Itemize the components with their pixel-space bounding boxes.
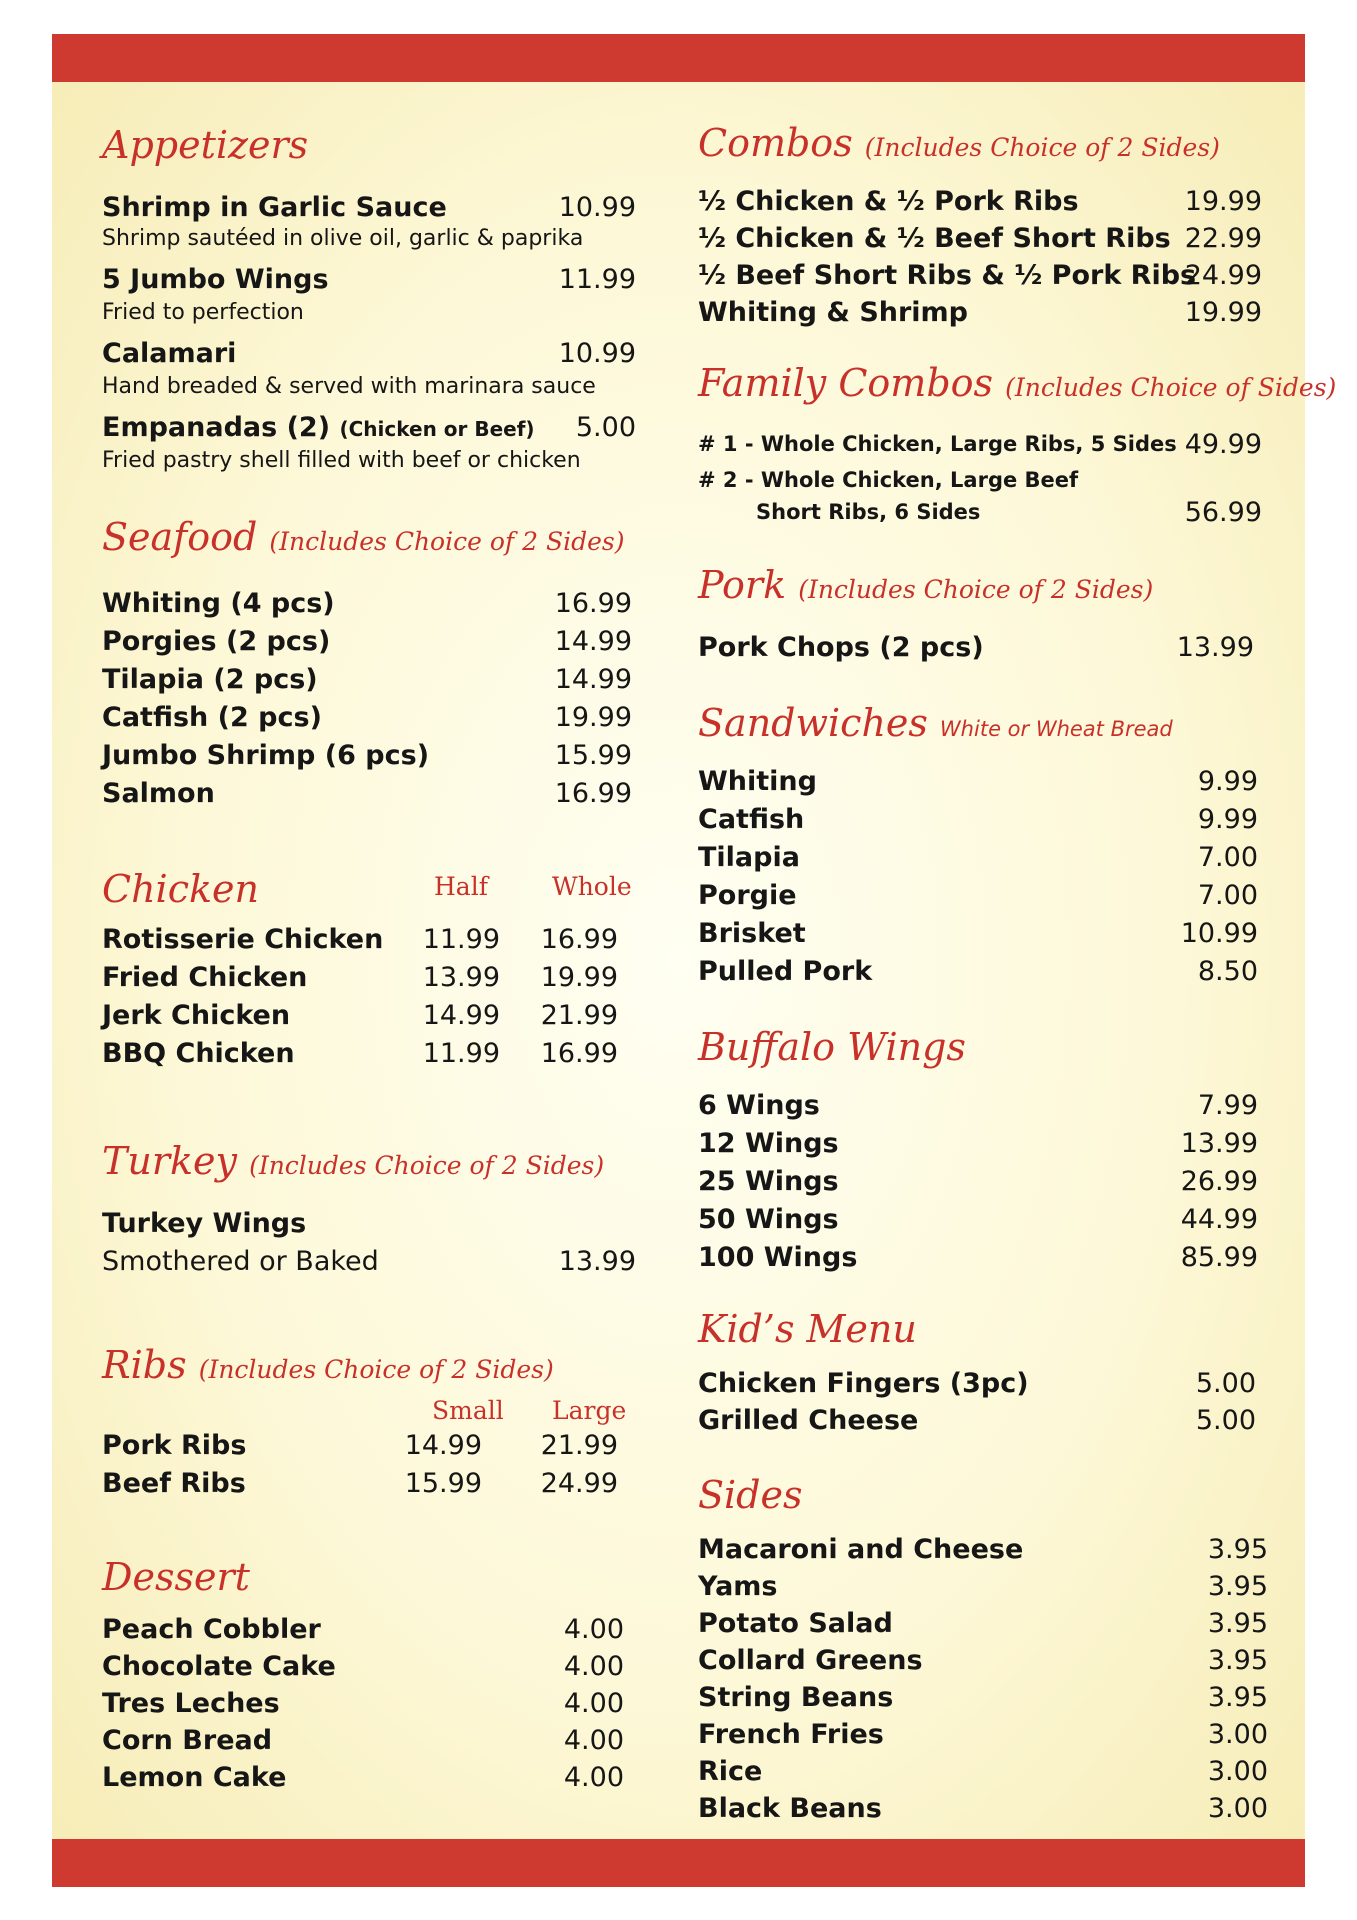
menu-item-name: Pork Ribs [102, 1430, 247, 1461]
menu-item-price: 10.99 [1180, 918, 1258, 949]
menu-item-price: 13.99 [558, 1246, 636, 1277]
combos-heading: Combos (Includes Choice of 2 Sides) [698, 121, 1220, 165]
menu-item-name: String Beans [698, 1682, 894, 1713]
menu-item-price-small: 14.99 [404, 1430, 482, 1461]
dessert-heading: Dessert [102, 1555, 250, 1599]
menu-item-price: 4.00 [563, 1651, 624, 1682]
menu-item-name: Whiting & Shrimp [698, 297, 969, 328]
menu-item-price: 7.00 [1197, 842, 1258, 873]
menu-item-name: # 1 - Whole Chicken, Large Ribs, 5 Sides [698, 432, 1177, 456]
menu-item-name: Turkey Wings [102, 1208, 307, 1239]
menu-item-price: 22.99 [1184, 223, 1262, 254]
menu-item-price: 44.99 [1180, 1204, 1258, 1235]
menu-item-name: 50 Wings [698, 1204, 839, 1235]
menu-item-price: 56.99 [1184, 497, 1262, 528]
menu-item-price: 7.00 [1197, 880, 1258, 911]
menu-item-name: Collard Greens [698, 1645, 923, 1676]
menu-item-name: Salmon [102, 778, 215, 809]
menu-item-price: 7.99 [1197, 1090, 1258, 1121]
menu-item-price-whole: 16.99 [540, 1038, 618, 1069]
menu-item-name: Peach Cobbler [102, 1614, 321, 1645]
menu-item-name: Jerk Chicken [102, 1000, 291, 1031]
menu-item-description: Fried pastry shell filled with beef or chicken [102, 448, 581, 473]
menu-item-price: 14.99 [554, 626, 632, 657]
menu-item-price: 5.00 [575, 412, 636, 443]
menu-item-price-half: 13.99 [422, 962, 500, 993]
menu-item-name: Chicken Fingers (3pc) [698, 1368, 1029, 1399]
menu-item-price: 14.99 [554, 664, 632, 695]
appetizers-heading: Appetizers [102, 123, 309, 167]
section-subtitle: White or Wheat Bread [939, 717, 1173, 741]
menu-item-price: 26.99 [1180, 1166, 1258, 1197]
menu-item-price-small: 15.99 [404, 1468, 482, 1499]
menu-item-price: 24.99 [1184, 260, 1262, 291]
menu-item-price: 8.50 [1197, 956, 1258, 987]
column-header-half: Half [434, 872, 488, 901]
column-header-small: Small [432, 1396, 504, 1425]
menu-item-name: 6 Wings [698, 1090, 820, 1121]
menu-item-price-half: 14.99 [422, 1000, 500, 1031]
sides-heading: Sides [698, 1473, 803, 1517]
menu-item-name: Lemon Cake [102, 1762, 287, 1793]
buffalo-wings-heading: Buffalo Wings [698, 1025, 966, 1069]
menu-item-price: 10.99 [558, 192, 636, 223]
menu-item-name: French Fries [698, 1719, 884, 1750]
section-note: (Includes Choice of 2 Sides) [798, 575, 1154, 604]
menu-item-price: 49.99 [1184, 429, 1262, 460]
menu-item-price: 4.00 [563, 1688, 624, 1719]
menu-item-price: 4.00 [563, 1614, 624, 1645]
menu-item-name: BBQ Chicken [102, 1038, 295, 1069]
menu-item-name: 100 Wings [698, 1242, 858, 1273]
menu-item-description: Shrimp sautéed in olive oil, garlic & paprika [102, 226, 584, 251]
menu-item-price: 13.99 [1176, 632, 1254, 663]
menu-item-price: 3.95 [1207, 1534, 1268, 1565]
menu-item-name: Rice [698, 1756, 763, 1787]
family-combos-heading: Family Combos (Includes Choice of Sides) [698, 361, 1337, 405]
sandwiches-heading: Sandwiches White or Wheat Bread [698, 701, 1173, 745]
menu-item-name: Jumbo Shrimp (6 pcs) [102, 740, 430, 771]
menu-item-name: Grilled Cheese [698, 1405, 919, 1436]
menu-item-name: Brisket [698, 918, 806, 949]
menu-item-price: 5.00 [1195, 1405, 1256, 1436]
menu-item-price: 16.99 [554, 588, 632, 619]
menu-item-price: 13.99 [1180, 1128, 1258, 1159]
menu-item-price: 9.99 [1197, 804, 1258, 835]
menu-item-price: 16.99 [554, 778, 632, 809]
menu-item-price-whole: 21.99 [540, 1000, 618, 1031]
menu-item-name: ½ Chicken & ½ Pork Ribs [698, 186, 1079, 217]
menu-item-name: ½ Beef Short Ribs & ½ Pork Ribs [698, 260, 1197, 291]
menu-item-price-half: 11.99 [422, 1038, 500, 1069]
menu-item-name: Porgies (2 pcs) [102, 626, 331, 657]
section-note: (Includes Choice of Sides) [1005, 373, 1337, 402]
menu-item-name: Chocolate Cake [102, 1651, 336, 1682]
menu-item-name: Calamari [102, 338, 237, 369]
menu-item-price: 9.99 [1197, 766, 1258, 797]
menu-item-note: (Chicken or Beef) [339, 417, 535, 441]
menu-item-name-continued: Short Ribs, 6 Sides [756, 500, 981, 524]
menu-item-name: Porgie [698, 880, 797, 911]
ribs-heading: Ribs (Includes Choice of 2 Sides) [102, 1343, 554, 1387]
menu-item-price-large: 24.99 [540, 1468, 618, 1499]
menu-page [52, 34, 1337, 1887]
chicken-heading: Chicken [102, 867, 259, 911]
section-note: (Includes Choice of 2 Sides) [198, 1355, 554, 1384]
menu-item-price-large: 21.99 [540, 1430, 618, 1461]
section-note: (Includes Choice of 2 Sides) [249, 1151, 605, 1180]
menu-item-name: Shrimp in Garlic Sauce [102, 192, 447, 223]
menu-item-price: 19.99 [1184, 297, 1262, 328]
top-band [52, 34, 1305, 82]
menu-item-price: 5.00 [1195, 1368, 1256, 1399]
menu-item-price: 19.99 [554, 702, 632, 733]
menu-item-name: Whiting (4 pcs) [102, 588, 335, 619]
menu-item-name: Macaroni and Cheese [698, 1534, 1024, 1565]
menu-item-name: Tres Leches [102, 1688, 280, 1719]
menu-item-price-half: 11.99 [422, 924, 500, 955]
menu-item-price: 3.95 [1207, 1608, 1268, 1639]
menu-item-name: Rotisserie Chicken [102, 924, 384, 955]
menu-item-name: Catfish [698, 804, 805, 835]
menu-item-name: Fried Chicken [102, 962, 308, 993]
menu-item-name: Whiting [698, 766, 817, 797]
menu-item-description: Hand breaded & served with marinara sauce [102, 374, 596, 399]
menu-item-description: Smothered or Baked [102, 1246, 379, 1277]
menu-item-name: Pork Chops (2 pcs) [698, 632, 984, 663]
column-header-whole: Whole [552, 872, 632, 901]
seafood-heading: Seafood (Includes Choice of 2 Sides) [102, 515, 625, 559]
menu-item-description: Fried to perfection [102, 300, 304, 325]
menu-item-name: Catfish (2 pcs) [102, 702, 322, 733]
menu-item-name: Beef Ribs [102, 1468, 246, 1499]
menu-item-price: 3.00 [1207, 1719, 1268, 1750]
section-note: (Includes Choice of 2 Sides) [864, 133, 1220, 162]
menu-item-name: 25 Wings [698, 1166, 839, 1197]
menu-item-name: 5 Jumbo Wings [102, 264, 329, 295]
menu-item-price: 3.95 [1207, 1682, 1268, 1713]
menu-item-price: 4.00 [563, 1725, 624, 1756]
menu-item-price: 3.00 [1207, 1756, 1268, 1787]
menu-item-price: 4.00 [563, 1762, 624, 1793]
menu-item-price-whole: 16.99 [540, 924, 618, 955]
menu-item-price: 3.00 [1207, 1793, 1268, 1824]
section-note: (Includes Choice of 2 Sides) [269, 527, 625, 556]
menu-item-name: 12 Wings [698, 1128, 839, 1159]
menu-item-price: 85.99 [1180, 1242, 1258, 1273]
bottom-band [52, 1839, 1305, 1887]
menu-item-name: Pulled Pork [698, 956, 873, 987]
menu-item-price: 11.99 [558, 264, 636, 295]
kids-menu-heading: Kid’s Menu [698, 1307, 917, 1351]
pork-heading: Pork (Includes Choice of 2 Sides) [698, 563, 1154, 607]
menu-item-price: 10.99 [558, 338, 636, 369]
menu-item-name: Yams [698, 1571, 778, 1602]
menu-item-name: Corn Bread [102, 1725, 273, 1756]
menu-item-name: Potato Salad [698, 1608, 893, 1639]
turkey-heading: Turkey (Includes Choice of 2 Sides) [102, 1139, 605, 1183]
column-header-large: Large [552, 1396, 627, 1425]
menu-item-name: Empanadas (2) (Chicken or Beef) [102, 412, 535, 443]
menu-item-price-whole: 19.99 [540, 962, 618, 993]
menu-item-price: 3.95 [1207, 1571, 1268, 1602]
menu-item-name: Tilapia (2 pcs) [102, 664, 318, 695]
menu-item-price: 3.95 [1207, 1645, 1268, 1676]
menu-item-name: Black Beans [698, 1793, 882, 1824]
menu-item-name: # 2 - Whole Chicken, Large Beef [698, 468, 1079, 492]
menu-item-price: 19.99 [1184, 186, 1262, 217]
menu-item-name: ½ Chicken & ½ Beef Short Ribs [698, 223, 1171, 254]
menu-item-price: 15.99 [554, 740, 632, 771]
menu-item-name: Tilapia [698, 842, 800, 873]
